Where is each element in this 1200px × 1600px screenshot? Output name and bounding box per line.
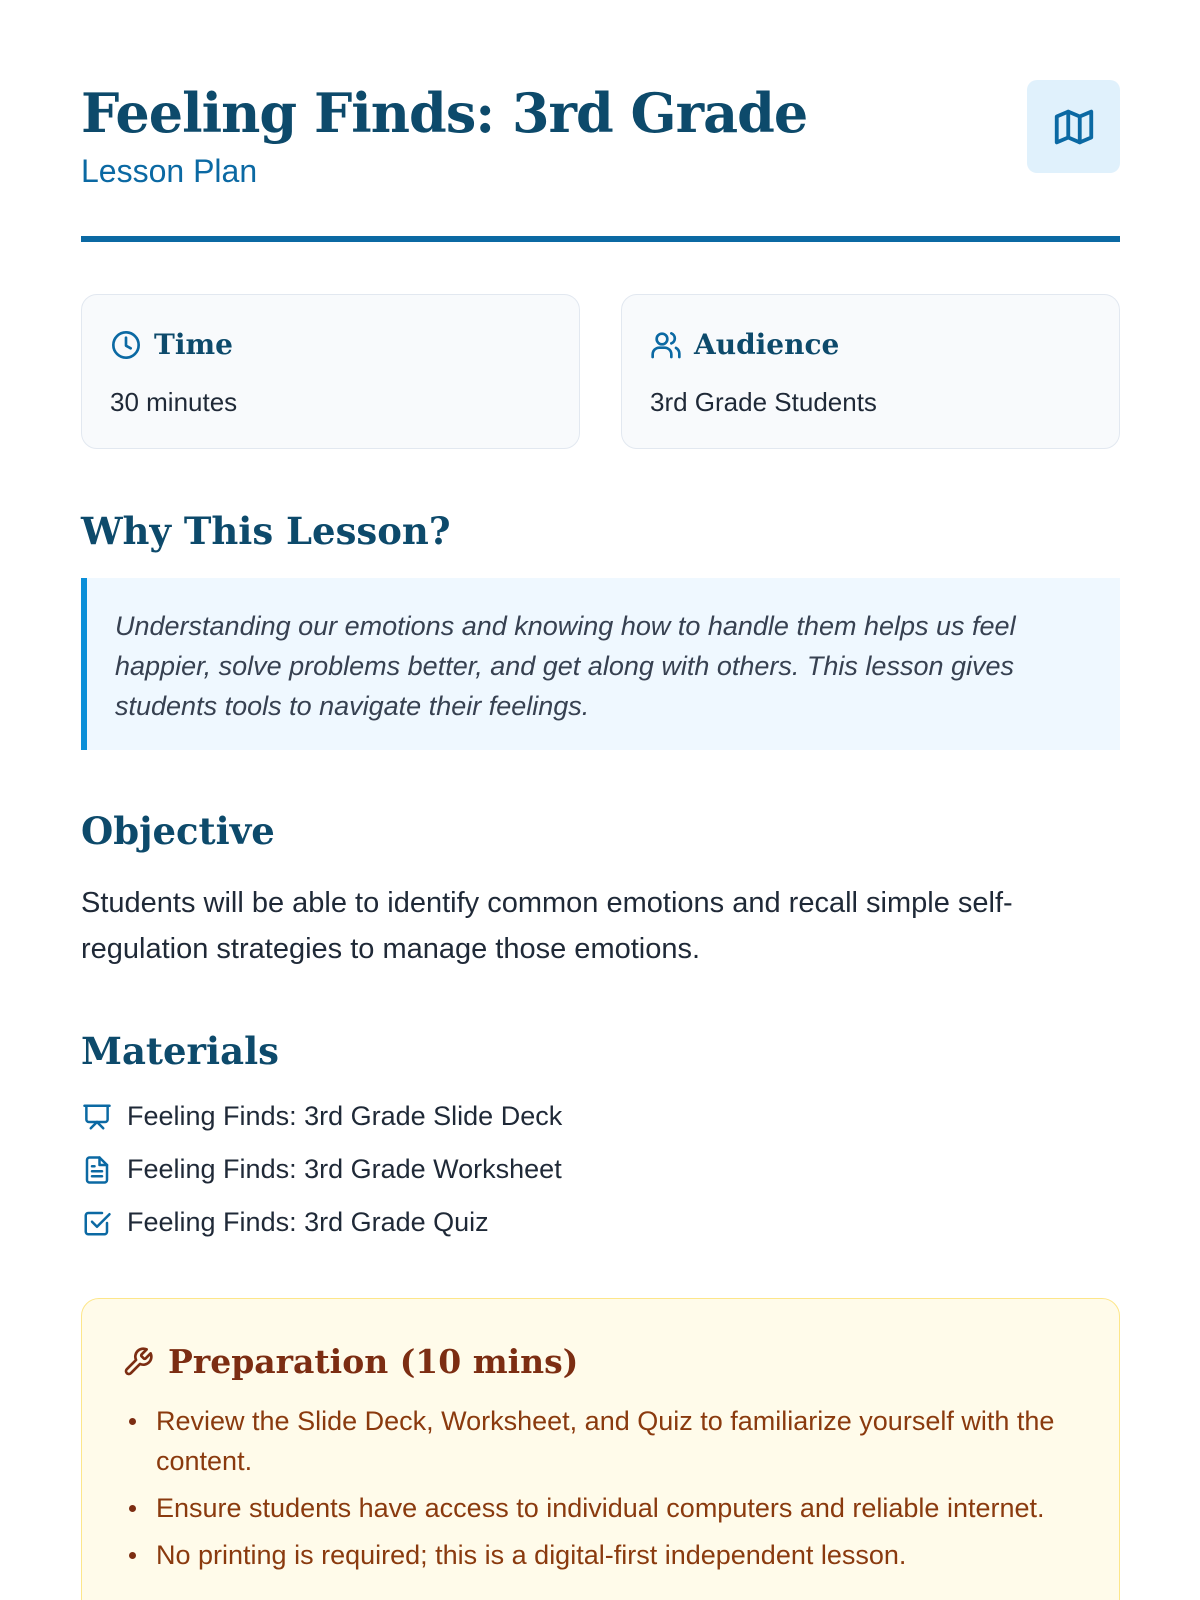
info-cards bbox=[81, 294, 1120, 449]
document-icon bbox=[82, 1155, 112, 1185]
audience-value: 3rd Grade Students bbox=[650, 387, 877, 417]
preparation-heading: Preparation (10 mins) bbox=[168, 1342, 579, 1381]
why-text: Understanding our emotions and knowing how to handle them helps us feel happier, solve problems better, and get along with others. This lesson gives students tools to navigate their feelings. bbox=[115, 611, 1016, 721]
preparation-item: Review the Slide Deck, Worksheet, and Quiz to familiarize yourself with the content. bbox=[156, 1401, 1076, 1481]
materials-heading: Materials bbox=[81, 1029, 279, 1073]
wrench-icon bbox=[122, 1346, 154, 1378]
why-callout bbox=[81, 578, 1120, 750]
presentation-icon bbox=[82, 1102, 112, 1132]
time-card-header bbox=[110, 329, 233, 361]
material-label: Feeling Finds: 3rd Grade Slide Deck bbox=[127, 1101, 563, 1131]
objective-heading: Objective bbox=[81, 809, 275, 853]
time-card bbox=[81, 294, 580, 449]
why-heading: Why This Lesson? bbox=[81, 509, 451, 553]
users-icon bbox=[650, 329, 682, 361]
material-item-worksheet bbox=[81, 1143, 1120, 1196]
materials-list bbox=[81, 1090, 1120, 1249]
preparation-header bbox=[122, 1342, 579, 1381]
clock-icon bbox=[110, 329, 142, 361]
time-value: 30 minutes bbox=[110, 387, 238, 417]
page-title: Feeling Finds: 3rd Grade bbox=[81, 81, 808, 145]
material-item-quiz bbox=[81, 1196, 1120, 1249]
audience-card-header bbox=[650, 329, 839, 361]
map-icon bbox=[1051, 104, 1097, 150]
lesson-header bbox=[81, 80, 1120, 242]
preparation-item: No printing is required; this is a digital-first independent lesson. bbox=[156, 1535, 1076, 1575]
time-label: Time bbox=[154, 328, 233, 361]
preparation-panel bbox=[81, 1298, 1120, 1600]
checkbox-icon bbox=[82, 1208, 112, 1238]
material-label: Feeling Finds: 3rd Grade Quiz bbox=[127, 1207, 489, 1237]
material-label: Feeling Finds: 3rd Grade Worksheet bbox=[127, 1154, 562, 1184]
audience-card bbox=[621, 294, 1120, 449]
page-subtitle: Lesson Plan bbox=[81, 153, 258, 189]
preparation-list bbox=[156, 1401, 1076, 1582]
objective-text: Students will be able to identify common emotions and recall simple self-regulation strategies to manage those emotions. bbox=[81, 887, 1013, 965]
audience-label: Audience bbox=[694, 328, 840, 361]
material-item-slide-deck bbox=[81, 1090, 1120, 1143]
map-button[interactable] bbox=[1027, 80, 1120, 173]
lesson-plan-page bbox=[81, 80, 1120, 1570]
preparation-item: Ensure students have access to individual computers and reliable internet. bbox=[156, 1488, 1076, 1528]
